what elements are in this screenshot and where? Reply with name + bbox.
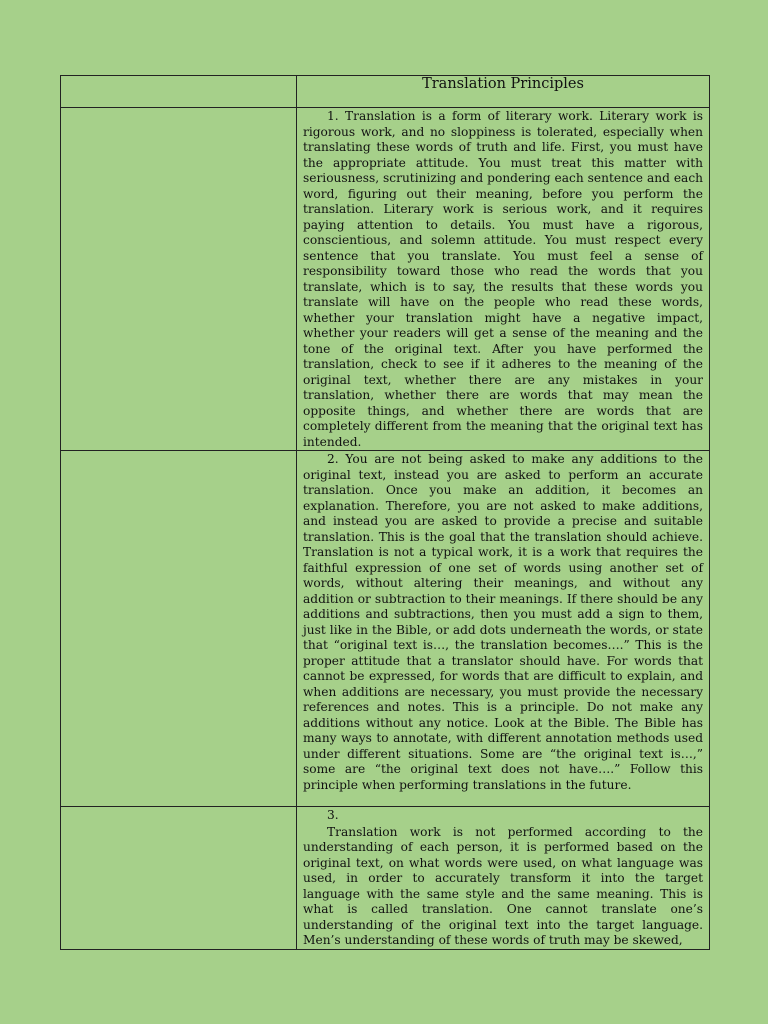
left-cell (61, 108, 297, 451)
right-number: 2. (327, 452, 339, 466)
right-text: You are not being asked to make any additions to the original text, instead you are asked to perform an accurate translation. Once you make an addition, it becomes an explanation. Therefore, you are not asked to make additions, and instead you are asked to provide a precise and suitable translation. This is the goal that the translation should achieve. Translation is not a typical work, it is a work that requires the faithful expression of one set of words using another set of words, without altering their meanings, and without any addition or subtraction to their meanings. If there should be any additions and subtractions, then you must add a sign to them, just like in the Bible, or add dots underneath the words, or state that “original text is…, the translation becomes….” This is the proper attitude that a translator should have. For words that cannot be expressed, for words that are difficult to explain, and when additions are necessary, you must provide the necessary references and notes. This is a principle. Do not make any additions without any notice. Look at the Bible. The Bible has many ways to annotate, with different annotation methods used under different situations. Some are “the original text is…,” some are “the original text does not have….” Follow this principle when performing translations in the future. (303, 452, 707, 792)
table-header-row (61, 76, 710, 108)
right-cell (297, 451, 710, 807)
header-right: Translation Principles (297, 76, 710, 108)
right-text: Translation is a form of literary work. Literary work is rigorous work, and no sloppiness is tolerated, especially when translating these words of truth and life. First, you must have the appropriate attitude. You must treat this matter with seriousness, scrutinizing and pondering each sentence and each word, figuring out their meaning, before you perform the translation. Literary work is serious work, and it requires paying attention to details. You must have a rigorous, conscientious, and solemn attitude. You must respect every sentence that you translate. You must feel a sense of responsibility toward those who read the words that you translate, which is to say, the results that these words you translate will have on the people who read these words, whether your translation might have a negative impact, whether your readers will get a sense of the meaning and the tone of the original text. After you have performed the translation, check to see if it adheres to the meaning of the original text, whether there are any mistakes in your translation, whether there are words that may mean the opposite things, and whether there are words that are completely different from the meaning that the original text has intended. (303, 109, 707, 449)
right-paragraph (297, 451, 709, 793)
table-row (61, 807, 710, 950)
right-number-line: 3. (327, 808, 339, 822)
comparison-table (60, 75, 710, 950)
left-paragraph (61, 108, 296, 109)
table-row (61, 108, 710, 451)
left-cell (61, 451, 297, 807)
right-paragraph (297, 108, 709, 450)
left-cell (61, 807, 297, 950)
right-paragraph: Translation work is not performed according to the understanding of each person, it is performed based on the original text, on what words were used, on what language was used, in order to accurately transform it into the target language with the same style and the same meaning. This is what is called translation. One cannot translate one’s understanding of the original text into the target language. Men’s understanding of these words of truth may be skewed, (303, 824, 707, 947)
left-paragraph (61, 451, 296, 452)
table-row (61, 451, 710, 807)
right-cell (297, 108, 710, 451)
right-cell (297, 807, 710, 950)
header-left (61, 76, 297, 108)
right-number: 1. (327, 109, 339, 123)
left-paragraph (61, 808, 296, 809)
